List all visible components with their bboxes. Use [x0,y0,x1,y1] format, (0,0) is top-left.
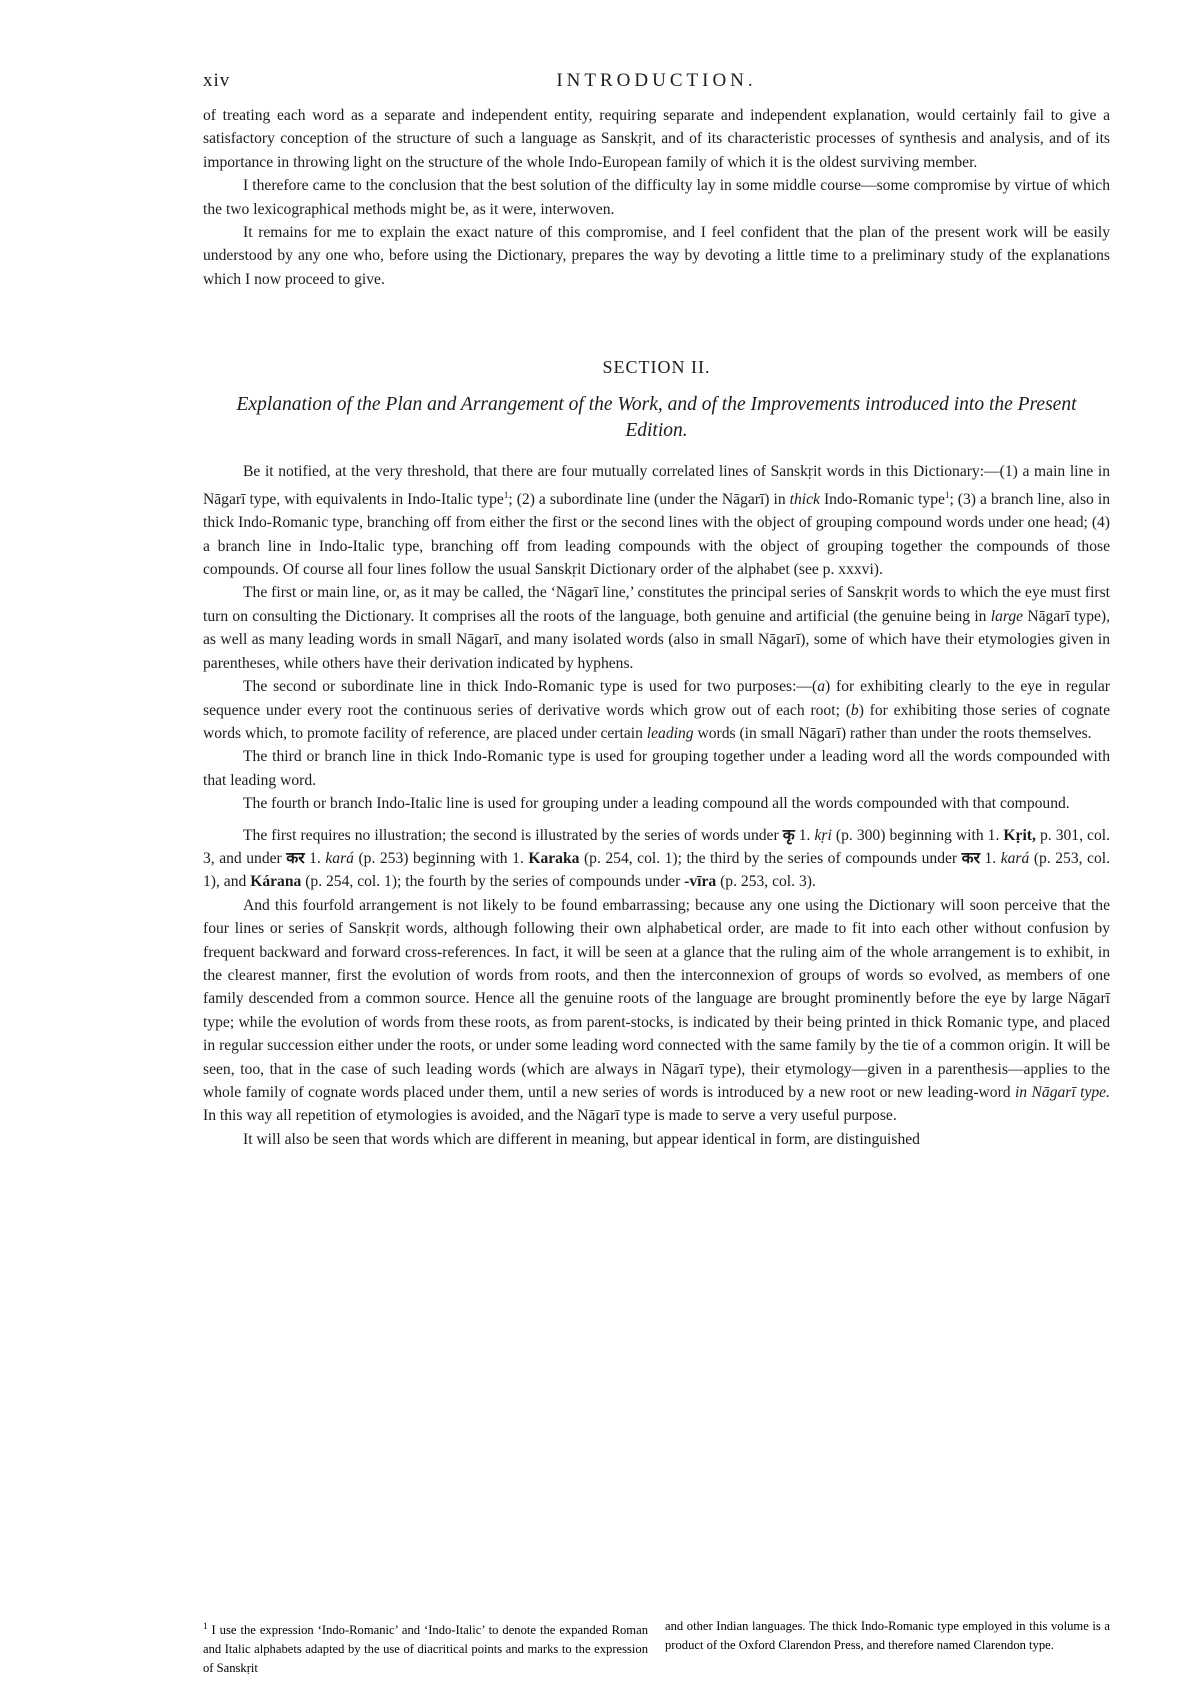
running-header [203,70,1110,104]
body-paragraph: It will also be seen that words which are different in meaning, but appear identical in form, are distinguished [243,1130,920,1148]
body-paragraph: The first or main line, or, as it may be called, the ‘Nāgarī line,’ constitutes the principal series of Sanskṛit words to which the eye must first turn on consulting the Dictionary. It comprises all the roots of the language, both genuine and artificial (the genuine being in large Nāgarī type), as well as many leading words in small Nāgarī, and many isolated words (also in small Nāgarī), some of which have their etymologies given in parentheses, while others have their derivation indicated by hyphens. [203,584,1110,672]
footnote-left: $^1$ I use the expression ‘Indo-Romanic’ and ‘Indo-Italic’ to denote the expanded Roman and Italic alphabets adapted by the use of diacritical points and marks to the expression of Sanskṛit [203,1621,648,1676]
devanagari-word: कर [286,849,305,867]
body-paragraph: The fourth or branch Indo-Italic line is used for grouping under a leading compound all the words compounded with that compound. [243,795,1070,813]
body-paragraph: And this fourfold arrangement is not likely to be found embarrassing; because any one using the Dictionary will soon perceive that the four lines or series of Sanskṛit words, although following their own alphabetical order, are made to fit into each other without confusion by frequent backward and forward cross-references. In fact, it will be seen at a glance that the ruling aim of the whole arrangement is to exhibit, in the clearest manner, first the evolution of words from roots, and then the interconnexion of groups of words so evolved, as members of one family descended from a common source. Hence all the genuine roots of the language are brought prominently before the eye by large Nāgarī type; while the evolution of words from these roots, as from parent-stocks, is indicated by their being printed in thick Romanic type, and placed in regular succession either under the roots, or under some leading word connected with the same family by the tie of a common origin. It will be seen, too, that in the case of such leading words (which are always in Nāgarī type), their etymology—given in a parenthesis—applies to the whole family of cognate words placed under them, until a new series of words is introduced by a new root or new leading-word in Nāgarī type. In this way all repetition of etymologies is avoided, and the Nāgarī type is made to serve a very useful purpose. [203,896,1110,1125]
footnote-marker: 1 [203,1621,208,1631]
page-number: xiv [203,70,231,91]
section-heading: SECTION II. [602,357,711,378]
devanagari-word: कर [961,849,980,867]
devanagari-word: कृ [782,826,795,844]
intro-paragraph: I therefore came to the conclusion that the best solution of the difficulty lay in some middle course—some compromise by virtue of which the two lexicographical methods might be, as it were, interwoven. [203,177,1110,218]
intro-paragraph: It remains for me to explain the exact nature of this compromise, and I feel confident that the plan of the present work will be easily understood by any one who, before using the Dictionary, prepares the way by devoting a little time to a preliminary study of the explanations which I now proceed to give. [203,224,1110,288]
body-paragraph: Be it notified, at the very threshold, that there are four mutually correlated lines of Sanskṛit words in this Dictionary:—(1) a main line in Nāgarī type, with equivalents in Indo-Italic type$^1$; (2) a subordinate line (under the Nāgarī) in thick Indo-Romanic type$^1$; (3) a branch line, also in thick Indo-Romanic type, branching off from either the first or the second lines with the object of grouping compound words under one head; (4) a branch line in Indo-Italic type, branching off from leading compounds with the object of grouping together the compounds of those compounds. Of course all four lines follow the usual Sanskṛit Dictionary order of the alphabet (see p. xxxvi). [203,463,1110,579]
body-paragraph: The first requires no illustration; the second is illustrated by the series of words under कृ 1. kṛi (p. 300) beginning with 1. Kṛit, p. 301, col. 3, and under कर 1. kará (p. 253) beginning with 1. Karaka (p. 254, col. 1); the third by the series of compounds under कर 1. kará (p. 253, col. 1), and Kárana (p. 254, col. 1); the fourth by the series of compounds under -vīra (p. 253, col. 3). [203,826,1110,891]
footnotes [203,1617,1110,1678]
body-paragraph: The second or subordinate line in thick Indo-Romanic type is used for two purposes:—(a) for exhibiting clearly to the eye in regular sequence under every root the continuous series of derivative words which grow out of each root; (b) for exhibiting those series of cognate words which, to promote facility of reference, are placed under certain leading words (in small Nāgarī) rather than under the roots themselves. [203,678,1110,742]
intro-paragraph: of treating each word as a separate and independent entity, requiring separate and independent explanation, would certainly fail to give a satisfactory conception of the structure of such a language as Sanskṛit, and of its characteristic processes of synthesis and analysis, and of its importance in throwing light on the structure of the whole Indo-European family of which it is the oldest surviving member. [203,107,1110,171]
body-paragraph: The third or branch line in thick Indo-Romanic type is used for grouping together under a leading word all the words compounded with that leading word. [203,748,1110,789]
section-subheading: Explanation of the Plan and Arrangement of the Work, and of the Improvements introduced into the Present Edition. [236,394,1077,442]
footnote-ref: 1 [503,489,509,500]
footnote-right: and other Indian languages. The thick Indo-Romanic type employed in this volume is a product of the Oxford Clarendon Press, and therefore named Clarendon type. [665,1619,1110,1652]
footnote-ref: 1 [944,489,950,500]
running-title: INTRODUCTION. [556,70,757,91]
